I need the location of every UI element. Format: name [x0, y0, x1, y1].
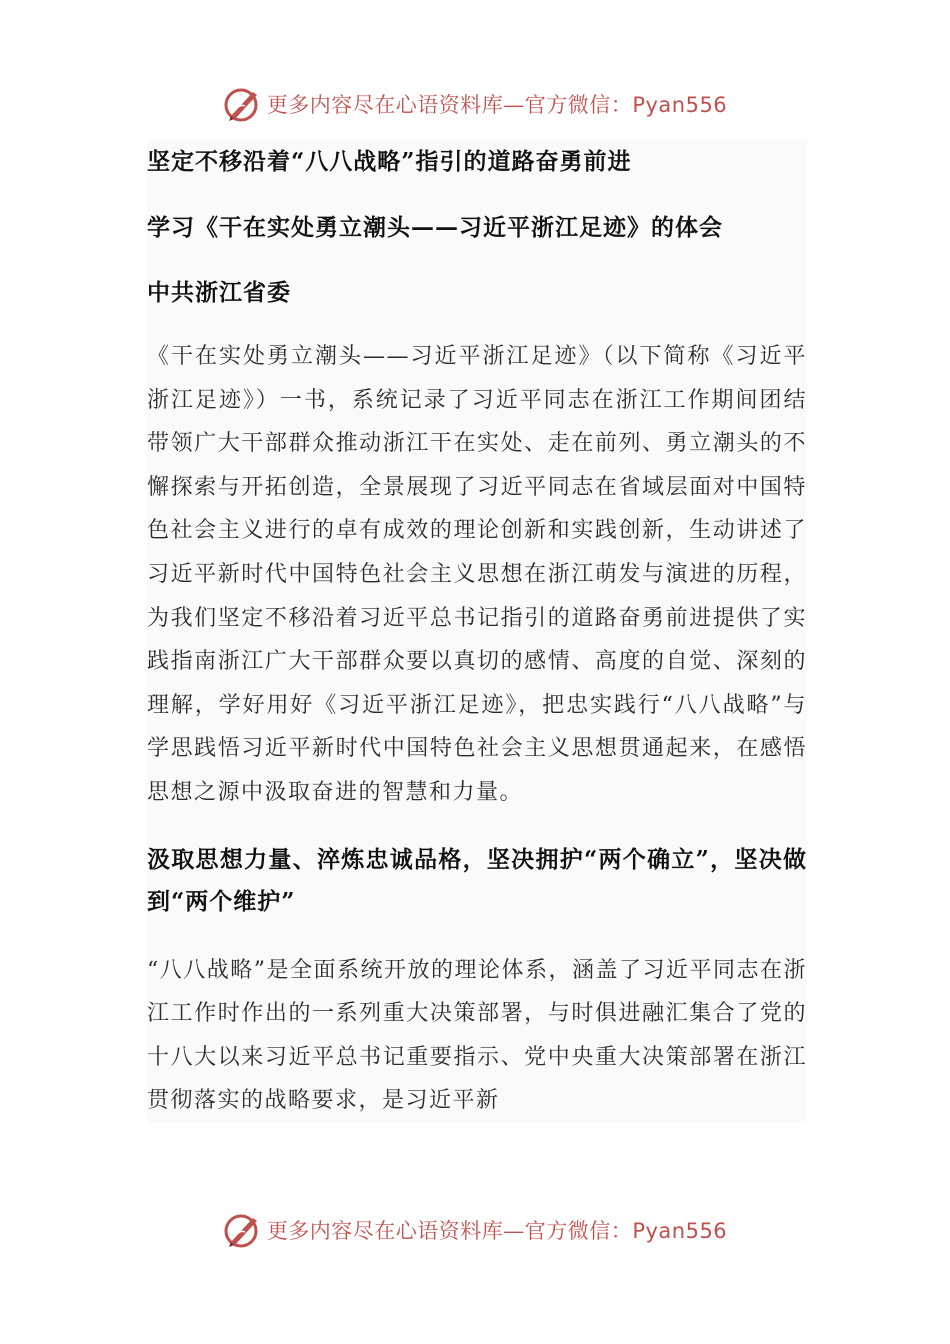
article-subtitle: 学习《干在实处勇立潮头——习近平浙江足迹》的体会 — [147, 214, 723, 241]
banner-text: 更多内容尽在心语资料库—官方微信： — [266, 1219, 633, 1243]
section-heading: 汲取思想力量、淬炼忠诚品格，坚决拥护“两个确立”，坚决做到“两个维护” — [147, 845, 807, 915]
banner-wechat-id: Pyan556 — [632, 1219, 728, 1243]
paragraph-1: 《干在实处勇立潮头——习近平浙江足迹》（以下简称《习近平浙江足迹》）一书，系统记录了习近平同志在浙江工作期间团结带领广大干部群众推动浙江干在实处、走在前列、勇立潮头的不懈探索与开拓创造，全景展现了习近平同志在省域层面对中国特色社会主义进行的卓有成效的理论创新和实践创新，生动讲述了习近平新时代中国特色社会主义思想在浙江萌发与演进的历程，为我们坚定不移沿着习近平总书记指引的道路奋勇前进提供了实践指南浙江广大干部群众要以真切的感情、高度的自觉、深刻的理解，学好用好《习近平浙江足迹》，把忠实践行“八八战略”与学思践悟习近平新时代中国特色社会主义思想贯通起来，在感悟思想之源中汲取奋进的智慧和力量。 — [147, 344, 807, 805]
banner-wechat-id: Pyan556 — [632, 93, 728, 117]
paragraph-2: “八八战略”是全面系统开放的理论体系，涵盖了习近平同志在浙江工作时作出的一系列重大决策部署，与时俱进融汇集合了党的十八大以来习近平总书记重要指示、党中央重大决策部署在浙江贯彻落实的战略要求，是习近平新 — [147, 957, 807, 1114]
footer-banner — [0, 1208, 950, 1252]
banner-text: 更多内容尽在心语资料库—官方微信： — [266, 93, 633, 117]
document-body — [147, 140, 807, 1123]
header-banner — [0, 82, 950, 126]
article-title: 坚定不移沿着“八八战略”指引的道路奋勇前进 — [147, 148, 632, 175]
pen-circle-logo-icon — [223, 1210, 263, 1250]
article-author: 中共浙江省委 — [147, 279, 291, 306]
pen-circle-logo-icon — [223, 84, 263, 124]
